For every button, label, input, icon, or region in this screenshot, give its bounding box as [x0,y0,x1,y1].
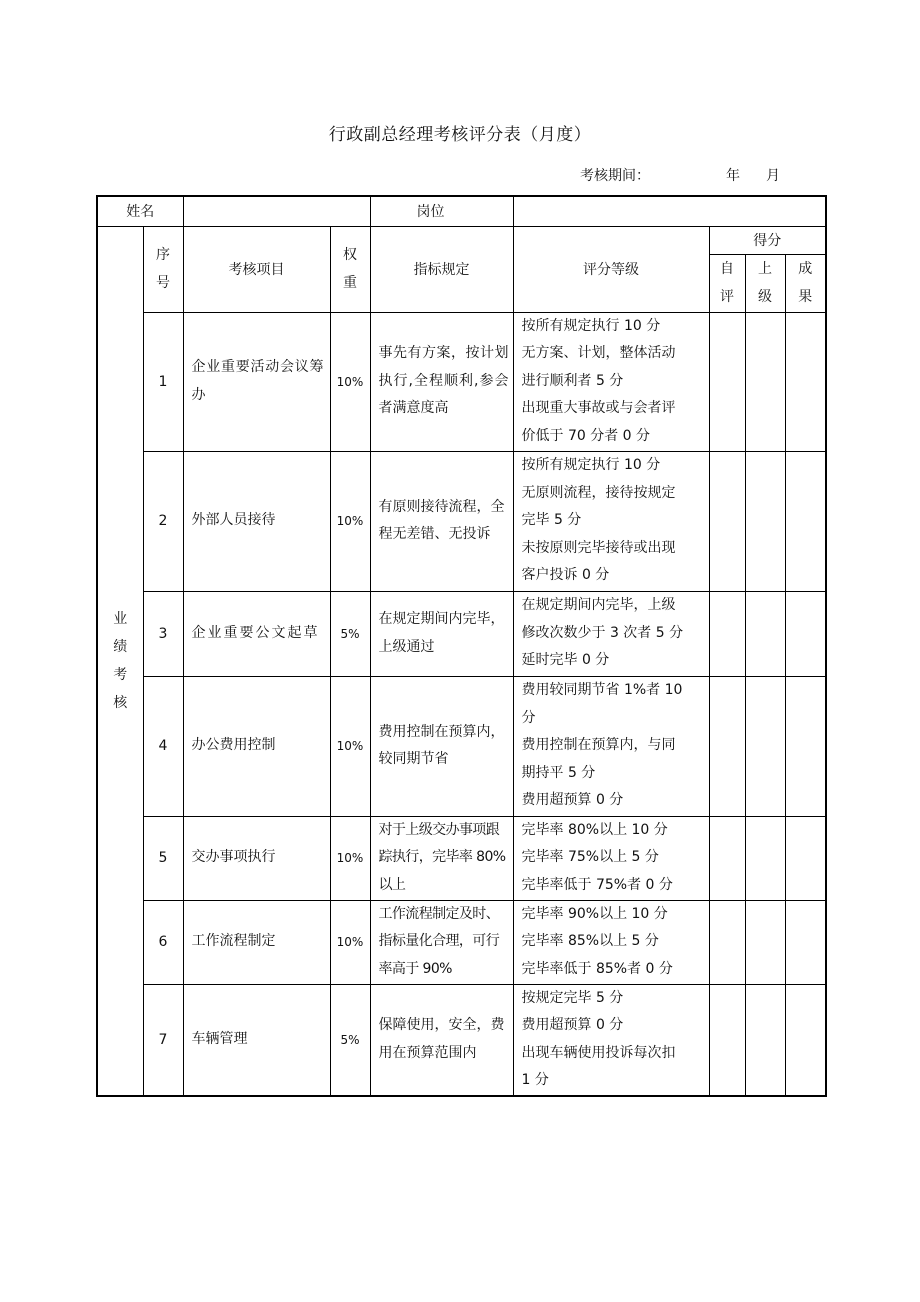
grade-line: 完毕率低于 75%者 0 分 [521,876,673,893]
result-score-cell[interactable] [785,312,826,451]
post-label: 岗位 [370,196,513,226]
name-row [97,196,826,226]
table-row [97,312,826,451]
row-weight: 10% [330,312,370,451]
header-row-1 [97,226,826,254]
grade-line: 按规定完毕 5 分 [521,989,624,1006]
superior-header-label: 上级 [758,261,772,305]
self-score-cell[interactable] [709,312,745,451]
result-score-cell[interactable] [785,900,826,984]
post-field[interactable] [513,196,826,226]
grade-line: 在规定期间内完毕，上级 [521,597,676,614]
grade-line: 完毕率 85%以上 5 分 [521,933,659,950]
grade-line: 完毕率 90%以上 10 分 [521,905,668,922]
grade-line: 进行顺利者 5 分 [521,372,624,389]
row-grade [513,676,709,816]
result-score-cell[interactable] [785,591,826,676]
result-header-label: 成果 [798,261,813,305]
grade-line: 费用超预算 0 分 [521,792,624,809]
row-grade [513,900,709,984]
name-label: 姓名 [97,196,183,226]
row-criteria: 对于上级交办事项跟踪执行，完毕率 80%以上 [370,816,513,900]
row-grade [513,312,709,451]
result-header [785,254,826,312]
grade-line: 费用控制在预算内，与同 [521,737,676,754]
row-no: 2 [143,451,183,591]
score-header: 得分 [709,226,826,254]
row-no: 3 [143,591,183,676]
grade-line: 无方案、计划，整体活动 [521,345,676,362]
row-item: 办公费用控制 [183,676,330,816]
row-no: 5 [143,816,183,900]
name-field[interactable] [183,196,370,226]
row-criteria: 在规定期间内完毕，上级通过 [370,591,513,676]
row-grade [513,591,709,676]
superior-score-cell[interactable] [745,312,785,451]
superior-score-cell[interactable] [745,984,785,1096]
row-item: 外部人员接待 [183,451,330,591]
row-grade [513,984,709,1096]
grade-line: 出现重大事故或与会者评 [521,400,676,417]
row-weight: 10% [330,451,370,591]
row-weight: 5% [330,984,370,1096]
table-row [97,676,826,816]
row-weight: 10% [330,676,370,816]
table-row [97,451,826,591]
table-row [97,900,826,984]
grade-line: 修改次数少于 3 次者 5 分 [521,624,684,641]
result-score-cell[interactable] [785,984,826,1096]
row-no: 1 [143,312,183,451]
result-score-cell[interactable] [785,451,826,591]
row-item: 企业重要公文起草 [183,591,330,676]
grade-line: 按所有规定执行 10 分 [521,457,661,474]
row-no: 7 [143,984,183,1096]
row-weight: 5% [330,591,370,676]
superior-score-cell[interactable] [745,451,785,591]
row-criteria: 工作流程制定及时、指标量化合理，可行率高于 90% [370,900,513,984]
period-year-label: 年 [726,168,740,184]
result-score-cell[interactable] [785,816,826,900]
grade-line: 费用较同期节省 1%者 10 [521,682,683,699]
row-criteria: 保障使用，安全，费用在预算范围内 [370,984,513,1096]
grade-header: 评分等级 [513,226,709,312]
period-label: 考核期间： [580,168,650,184]
row-item: 企业重要活动会议筹办 [183,312,330,451]
self-header-label: 自评 [720,261,734,305]
row-weight: 10% [330,900,370,984]
superior-score-cell[interactable] [745,900,785,984]
page-title: 行政副总经理考核评分表（月度） [328,125,592,145]
period-month-label: 月 [766,168,780,184]
self-score-cell[interactable] [709,816,745,900]
self-score-cell[interactable] [709,984,745,1096]
evaluation-table [96,195,827,1097]
row-no: 6 [143,900,183,984]
result-score-cell[interactable] [785,676,826,816]
self-score-cell[interactable] [709,451,745,591]
grade-line: 按所有规定执行 10 分 [521,317,661,334]
superior-score-cell[interactable] [745,676,785,816]
self-score-cell[interactable] [709,900,745,984]
row-item: 工作流程制定 [183,900,330,984]
grade-line: 费用超预算 0 分 [521,1017,624,1034]
table-row [97,984,826,1096]
item-header: 考核项目 [183,226,330,312]
category-label: 业绩考核 [113,610,128,711]
row-criteria: 费用控制在预算内，较同期节省 [370,676,513,816]
row-criteria: 事先有方案，按计划执行,全程顺利,参会者满意度高 [370,312,513,451]
grade-line: 未按原则完毕接待或出现 [521,539,676,556]
weight-header [330,226,370,312]
seq-header [143,226,183,312]
superior-score-cell[interactable] [745,816,785,900]
row-item: 车辆管理 [183,984,330,1096]
grade-line: 完毕率 75%以上 5 分 [521,849,659,866]
table-row [97,591,826,676]
superior-header [745,254,785,312]
grade-line: 客户投诉 0 分 [521,567,610,584]
grade-line: 出现车辆使用投诉每次扣 [521,1044,676,1061]
table-row [97,816,826,900]
grade-line: 价低于 70 分者 0 分 [521,427,651,444]
assessment-period [580,165,780,185]
self-header [709,254,745,312]
grade-line: 完毕 5 分 [521,512,582,529]
self-score-cell[interactable] [709,591,745,676]
grade-line: 完毕率 80%以上 10 分 [521,821,668,838]
grade-line: 无原则流程，接待按规定 [521,484,676,501]
row-criteria: 有原则接待流程，全程无差错、无投诉 [370,451,513,591]
self-score-cell[interactable] [709,676,745,816]
weight-header-label: 权重 [343,247,357,291]
grade-line: 1 分 [521,1072,549,1089]
row-weight: 10% [330,816,370,900]
row-no: 4 [143,676,183,816]
seq-header-label: 序号 [156,247,170,291]
category-cell [97,226,143,1096]
superior-score-cell[interactable] [745,591,785,676]
grade-line: 完毕率低于 85%者 0 分 [521,960,673,977]
grade-line: 分 [521,709,536,726]
row-grade [513,451,709,591]
criteria-header: 指标规定 [370,226,513,312]
grade-line: 延时完毕 0 分 [521,652,610,669]
row-item: 交办事项执行 [183,816,330,900]
grade-line: 期持平 5 分 [521,764,596,781]
row-grade [513,816,709,900]
